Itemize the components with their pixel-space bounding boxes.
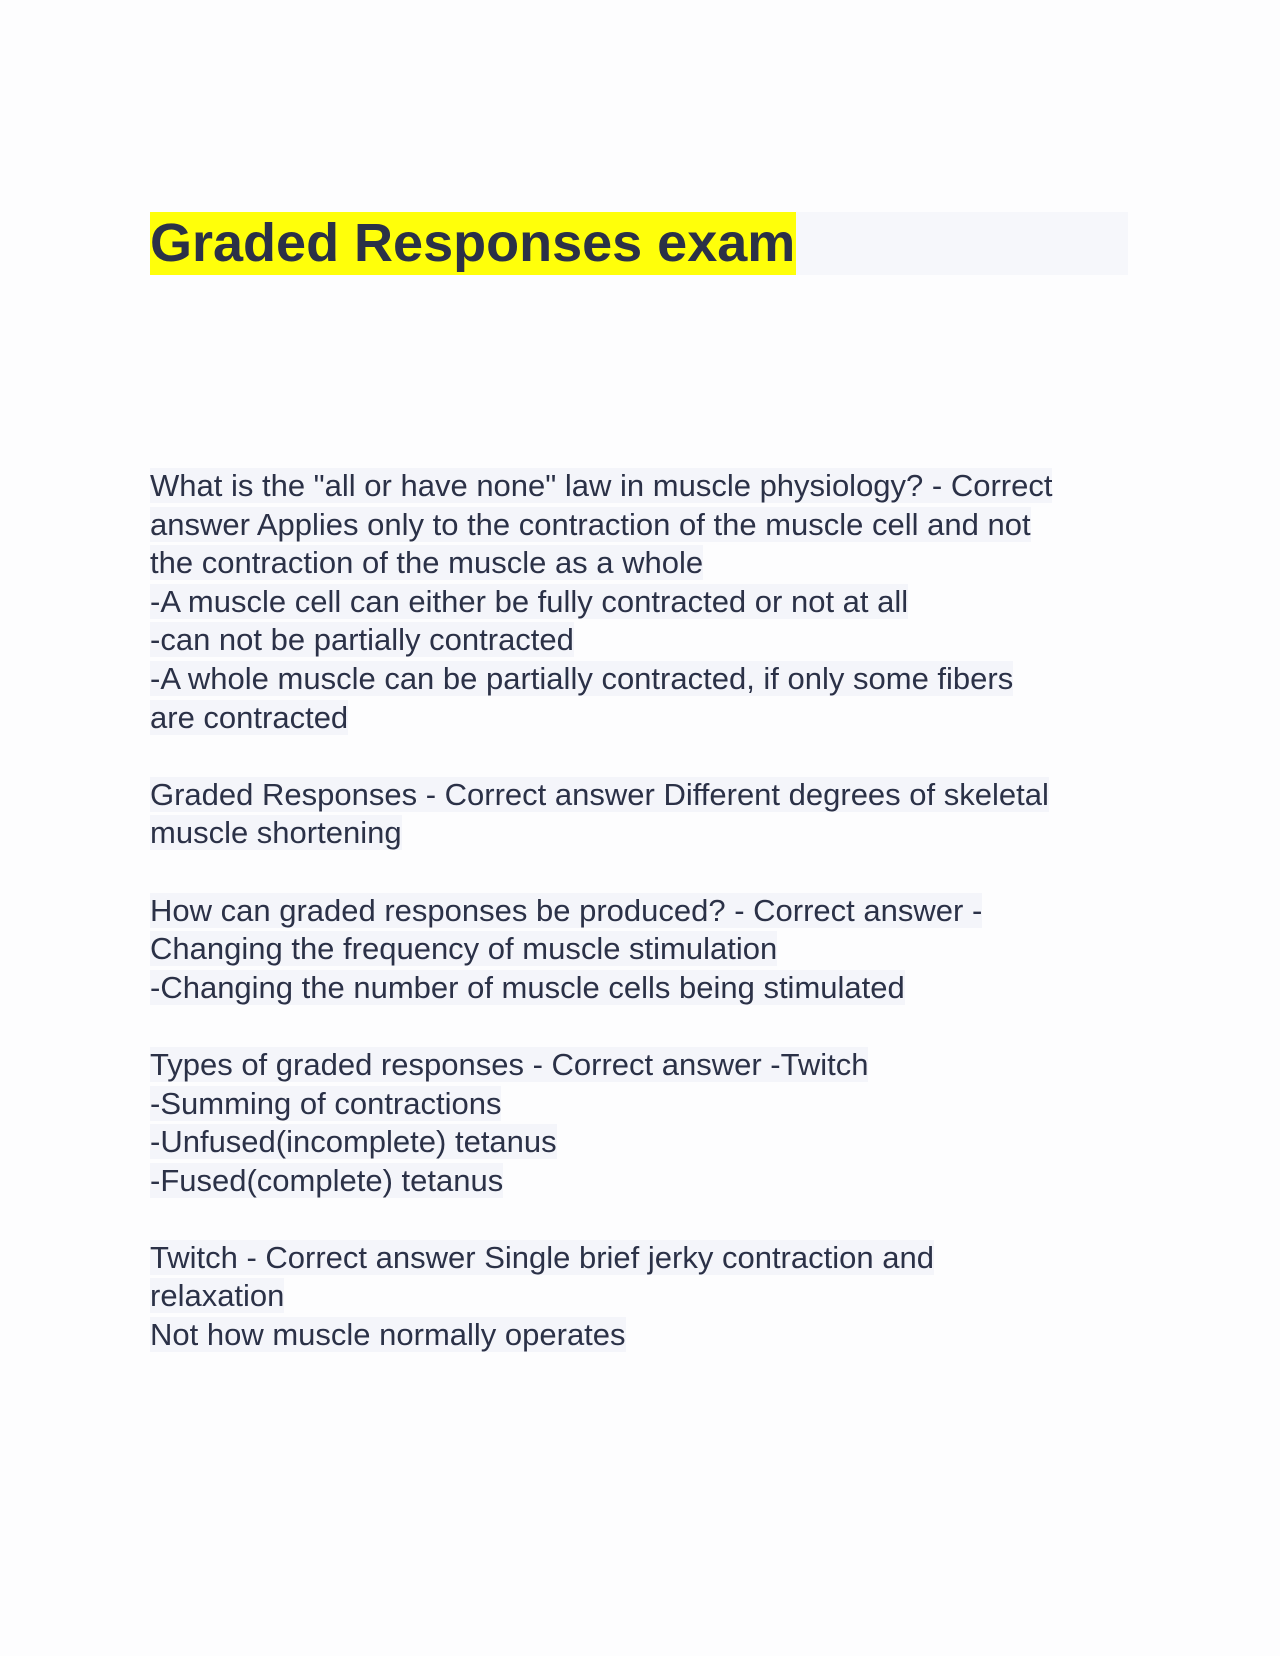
entry-line: Types of graded responses - Correct answer -Twitch <box>150 1046 869 1082</box>
entry-types-of-graded-responses <box>150 1046 1140 1200</box>
entry-line: the contraction of the muscle as a whole <box>150 545 704 581</box>
entry-graded-responses <box>150 776 1140 853</box>
entry-line: are contracted <box>150 699 349 735</box>
entry-line: -Changing the number of muscle cells being stimulated <box>150 969 905 1005</box>
entry-line: -A whole muscle can be partially contracted, if only some fibers <box>150 660 1014 696</box>
entry-line: -can not be partially contracted <box>150 622 574 658</box>
entry-line: Twitch - Correct answer Single brief jerky contraction and <box>150 1239 934 1275</box>
entry-line: -Unfused(incomplete) tetanus <box>150 1124 557 1160</box>
entry-line: What is the "all or have none" law in muscle physiology? - Correct <box>150 468 1053 503</box>
entry-all-or-none-law <box>150 467 1140 737</box>
entry-line: -Fused(complete) tetanus <box>150 1162 504 1198</box>
entry-line: relaxation <box>150 1278 285 1314</box>
entry-line: -A muscle cell can either be fully contracted or not at all <box>150 583 909 619</box>
document-title: Graded Responses exam <box>150 213 796 273</box>
entry-line: Changing the frequency of muscle stimulation <box>150 931 778 967</box>
entry-line: muscle shortening <box>150 815 402 851</box>
entry-line: Graded Responses - Correct answer Different degrees of skeletal <box>150 776 1049 812</box>
entry-line: How can graded responses be produced? - Correct answer - <box>150 892 983 928</box>
entry-producing-graded-responses <box>150 892 1140 1008</box>
entry-line: -Summing of contractions <box>150 1085 502 1121</box>
entry-twitch <box>150 1239 1140 1355</box>
document-content <box>150 467 1140 1393</box>
entry-line: answer Applies only to the contraction of the muscle cell and not <box>150 506 1031 542</box>
entry-line: Not how muscle normally operates <box>150 1317 626 1353</box>
